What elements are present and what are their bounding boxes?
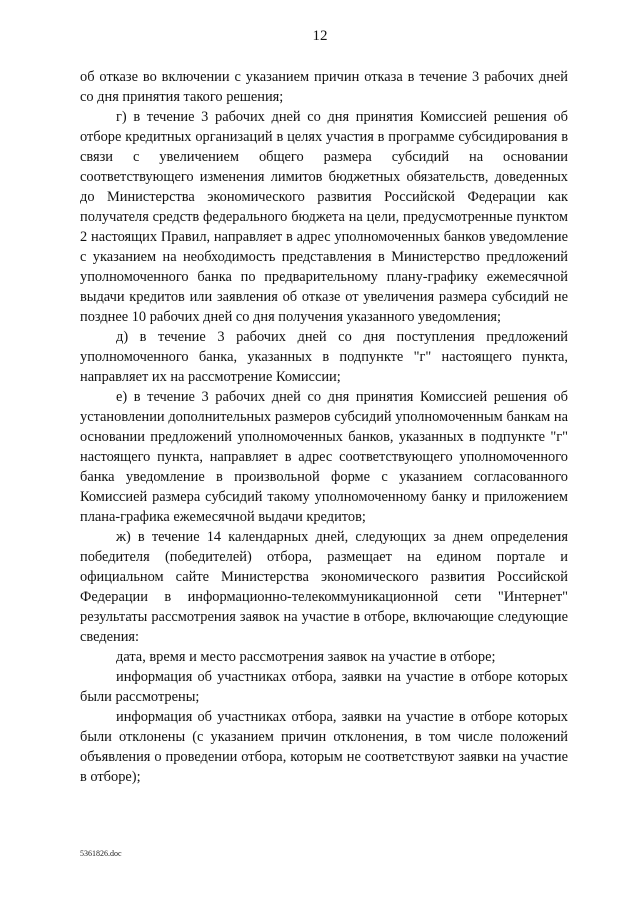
list-item-reviewed-participants: информация об участниках отбора, заявки на участие в отборе которых были рассмотрены;: [80, 669, 568, 705]
document-file-reference: 5361826.doc: [80, 849, 122, 858]
paragraph-d: д) в течение 3 рабочих дней со дня поступления предложений уполномоченного банка, указанных в подпункте "г" настоящего пункта, направляет их на рассмотрение Комиссии;: [80, 329, 568, 385]
paragraph: об отказе во включении с указанием причин отказа в течение 3 рабочих дней со дня принятия такого решения;: [80, 69, 568, 105]
paragraph-g: г) в течение 3 рабочих дней со дня принятия Комиссией решения об отборе кредитных организаций в целях участия в программе субсидирования в связи с увеличением общего размера субсидий на основании соответствующего изменения лимитов бюджетных обязательств, доведенных до Министерства экономического развития Российской Федерации как получателя средств федерального бюджета на цели, предусмотренные пунктом 2 настоящих Правил, направляет в адрес уполномоченных банков уведомление с указанием на необходимость представления в Министерство предложений уполномоченного банка по предварительному плану-графику ежемесячной выдачи кредитов или заявления об отказе от увеличения размера субсидий не позднее 10 рабочих дней со дня получения указанного уведомления;: [80, 109, 568, 325]
paragraph-zh: ж) в течение 14 календарных дней, следующих за днем определения победителя (победителей) отбора, размещает на едином портале и официальном сайте Министерства экономического развития Российской Федерации в информационно-телекоммуникационной сети "Интернет" результаты рассмотрения заявок на участие в отборе, включающие следующие сведения:: [80, 529, 568, 645]
page-number: 12: [312, 28, 328, 44]
document-body: [80, 67, 568, 787]
paragraph-e: е) в течение 3 рабочих дней со дня принятия Комиссией решения об установлении дополнительных размеров субсидий уполномоченным банкам на основании предложений уполномоченных банков, указанных в подпункте "г" настоящего пункта, направляет в адрес соответствующего уполномоченного банка уведомление в произвольной форме с указанием согласованного Комиссией размера субсидий такому уполномоченному банку и приложением плана-графика ежемесячной выдачи кредитов;: [80, 389, 568, 525]
list-item-rejected-participants: информация об участниках отбора, заявки на участие в отборе которых были отклонены (с указанием причин отклонения, в том числе положений объявления о проведении отбора, которым не соответствуют заявки на участие в отборе);: [80, 709, 568, 785]
list-item-date-time-place: дата, время и место рассмотрения заявок на участие в отборе;: [116, 649, 496, 665]
